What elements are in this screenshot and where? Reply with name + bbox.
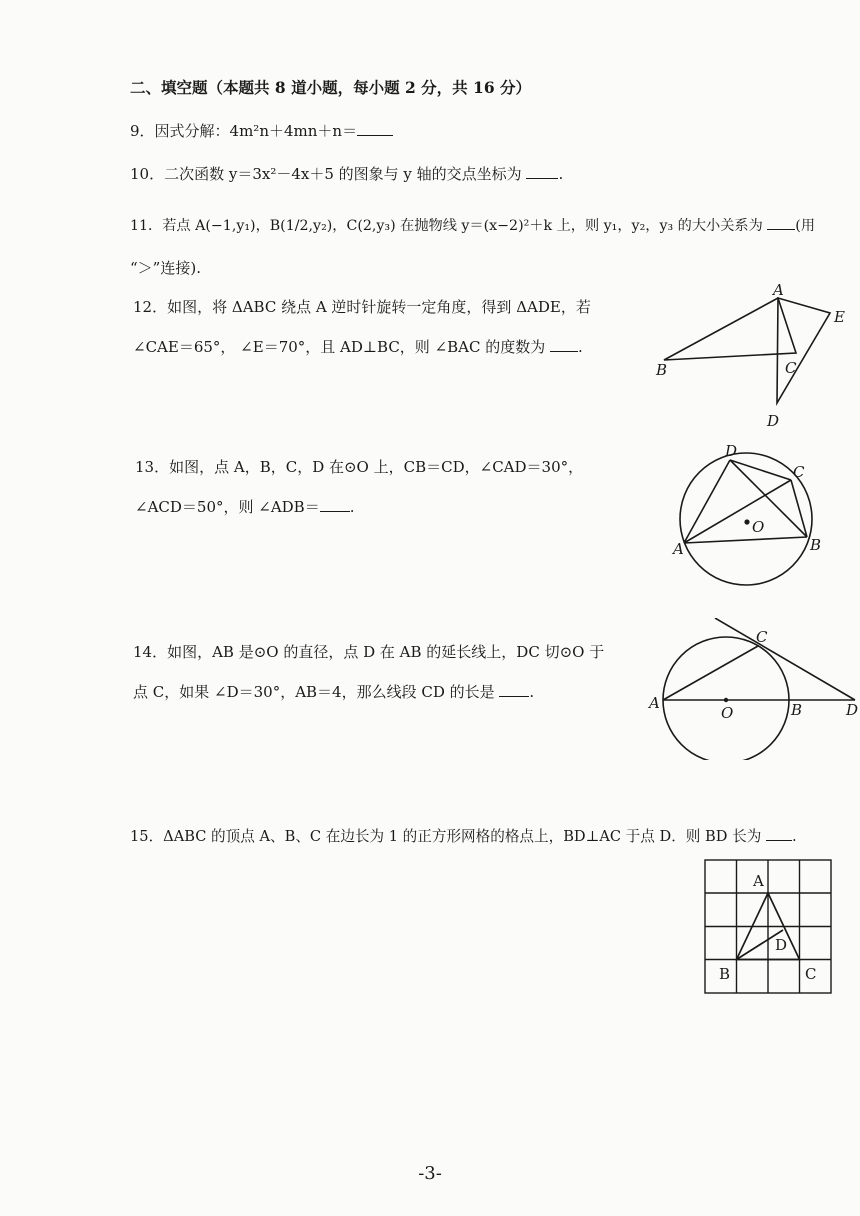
question-11: [130, 215, 815, 236]
label-a: A: [773, 281, 784, 299]
center-point-o: [724, 698, 728, 702]
answer-blank-9: [357, 121, 393, 136]
segment-ad: [684, 460, 730, 543]
question-13-line2: [135, 497, 355, 517]
segment-ac: [663, 646, 758, 700]
label-a: A: [649, 694, 660, 712]
question-12-line2-text: ∠CAE＝65°， ∠E＝70°，且 AD⊥BC，则 ∠BAC 的度数为: [133, 338, 546, 356]
figure-13: [665, 440, 830, 590]
figure-15-grid: [700, 855, 836, 997]
label-d: D: [767, 412, 780, 430]
answer-blank-15: [766, 826, 792, 841]
answer-blank-10: [526, 164, 558, 179]
label-o: O: [721, 704, 734, 722]
label-c: C: [793, 463, 805, 481]
segment-ac: [684, 480, 791, 543]
triangle-abc: [664, 298, 796, 360]
page-number: -3-: [418, 1163, 442, 1184]
triangle-ade: [777, 298, 830, 403]
question-9-text: 9．因式分解：4m²n＋4mn＋n＝: [130, 122, 358, 140]
label-c: C: [756, 628, 768, 646]
figure-12: [650, 280, 860, 435]
question-10: [130, 164, 563, 184]
answer-blank-13: [320, 497, 350, 512]
label-a: A: [673, 540, 684, 558]
question-12-line1: 12．如图，将 ΔABC 绕点 A 逆时针旋转一定角度，得到 ΔADE，若: [133, 298, 591, 316]
label-o: O: [752, 518, 765, 536]
question-15-end: .: [791, 828, 797, 845]
segment-ab: [684, 537, 807, 543]
question-12-end: .: [578, 338, 583, 356]
question-11-line2: “＞”连接).: [130, 259, 201, 277]
center-point-o: [744, 519, 749, 524]
question-12-line2: [133, 337, 583, 357]
label-e: E: [834, 308, 845, 326]
answer-blank-12: [550, 337, 578, 352]
answer-blank-11: [767, 215, 795, 230]
label-b: B: [656, 361, 668, 379]
question-13-line2-text: ∠ACD＝50°，则 ∠ADB＝: [135, 498, 320, 516]
section-title: 二、填空题（本题共 8 道小题，每小题 2 分，共 16 分）: [130, 78, 532, 97]
label-d: D: [775, 936, 788, 954]
label-b: B: [791, 701, 803, 719]
label-c: C: [805, 965, 817, 983]
label-b: B: [810, 536, 822, 554]
question-14-end: .: [529, 683, 535, 701]
label-b: B: [719, 965, 731, 983]
question-14-line2-text: 点 C，如果 ∠D＝30°，AB＝4，那么线段 CD 的长是: [133, 683, 495, 701]
figure-14: [645, 618, 860, 760]
label-c: C: [785, 359, 797, 377]
answer-blank-14: [499, 682, 529, 697]
question-10-text: 10．二次函数 y＝3x²－4x＋5 的图象与 y 轴的交点坐标为: [130, 165, 522, 183]
question-14-line2: [133, 682, 534, 702]
question-10-end: .: [558, 165, 564, 183]
question-13-line1: 13．如图，点 A，B，C，D 在⊙O 上，CB＝CD，∠CAD＝30°，: [135, 458, 584, 476]
question-11-end: (用: [795, 218, 816, 234]
question-9: [130, 121, 393, 141]
label-d: D: [846, 701, 859, 719]
question-14-line1: 14．如图，AB 是⊙O 的直径，点 D 在 AB 的延长线上，DC 切⊙O 于: [133, 643, 605, 661]
question-13-end: .: [349, 498, 355, 516]
question-15: [130, 826, 797, 847]
label-a: A: [753, 872, 764, 890]
question-11-text: 11．若点 A(−1,y₁)，B(1/2,y₂)，C(2,y₃) 在抛物线 y＝(x−2)²＋k 上，则 y₁，y₂，y₃ 的大小关系为: [130, 218, 763, 234]
question-15-text: 15．ΔABC 的顶点 A、B、C 在边长为 1 的正方形网格的格点上，BD⊥AC 于点 D．则 BD 长为: [130, 828, 762, 845]
label-d: D: [725, 442, 738, 460]
